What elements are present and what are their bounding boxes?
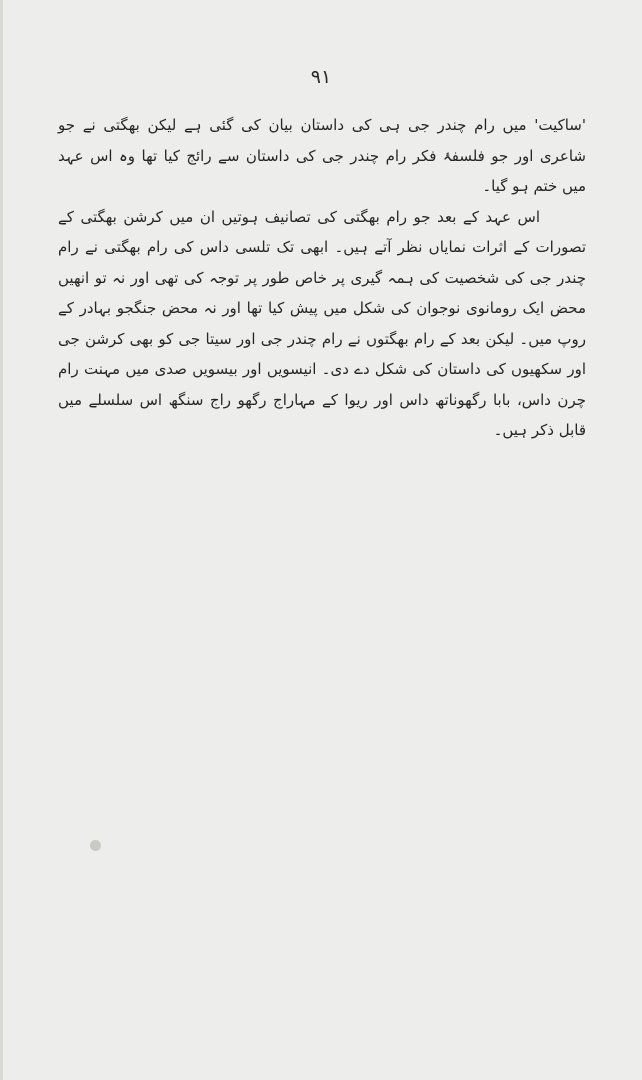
paragraph-1: 'ساکیت' میں رام چندر جی ہی کی داستان بیان کی گئی ہے لیکن بھگتی نے جو شاعری اور جو فلسفۂ فکر رام چندر جی کی داستان سے رائج کیا تھا وہ اس عہد میں ختم ہو گیا۔	[58, 116, 586, 195]
paper-blemish	[90, 840, 101, 851]
page-number: ۹۱	[310, 66, 332, 88]
body-text	[58, 110, 586, 446]
paragraph-2: اس عہد کے بعد جو رام بھگتی کی تصانیف ہوتیں ان میں کرشن بھگتی کے تصورات کے اثرات نمایاں نظر آتے ہیں۔ ابھی تک تلسی داس کی رام بھگتی نے رام چندر جی کی شخصیت کی ہمہ گیری پر خاص طور پر توجہ کی تھی اور نہ تو انھیں محض ایک رومانوی نوجوان کی شکل میں پیش کیا تھا اور نہ محض جنگجو بہادر کے روپ میں۔ لیکن بعد کے رام بھگتوں نے رام چندر جی اور سیتا جی کو بھی کرشن جی اور سکھیوں کی داستان کی شکل دے دی۔ انیسویں اور بیسویں صدی میں مہنت رام چرن داس، بابا رگھوناتھ داس اور ریوا کے مہاراج رگھو راج سنگھ اس سلسلے میں قابل ذکر ہیں۔	[58, 207, 586, 439]
